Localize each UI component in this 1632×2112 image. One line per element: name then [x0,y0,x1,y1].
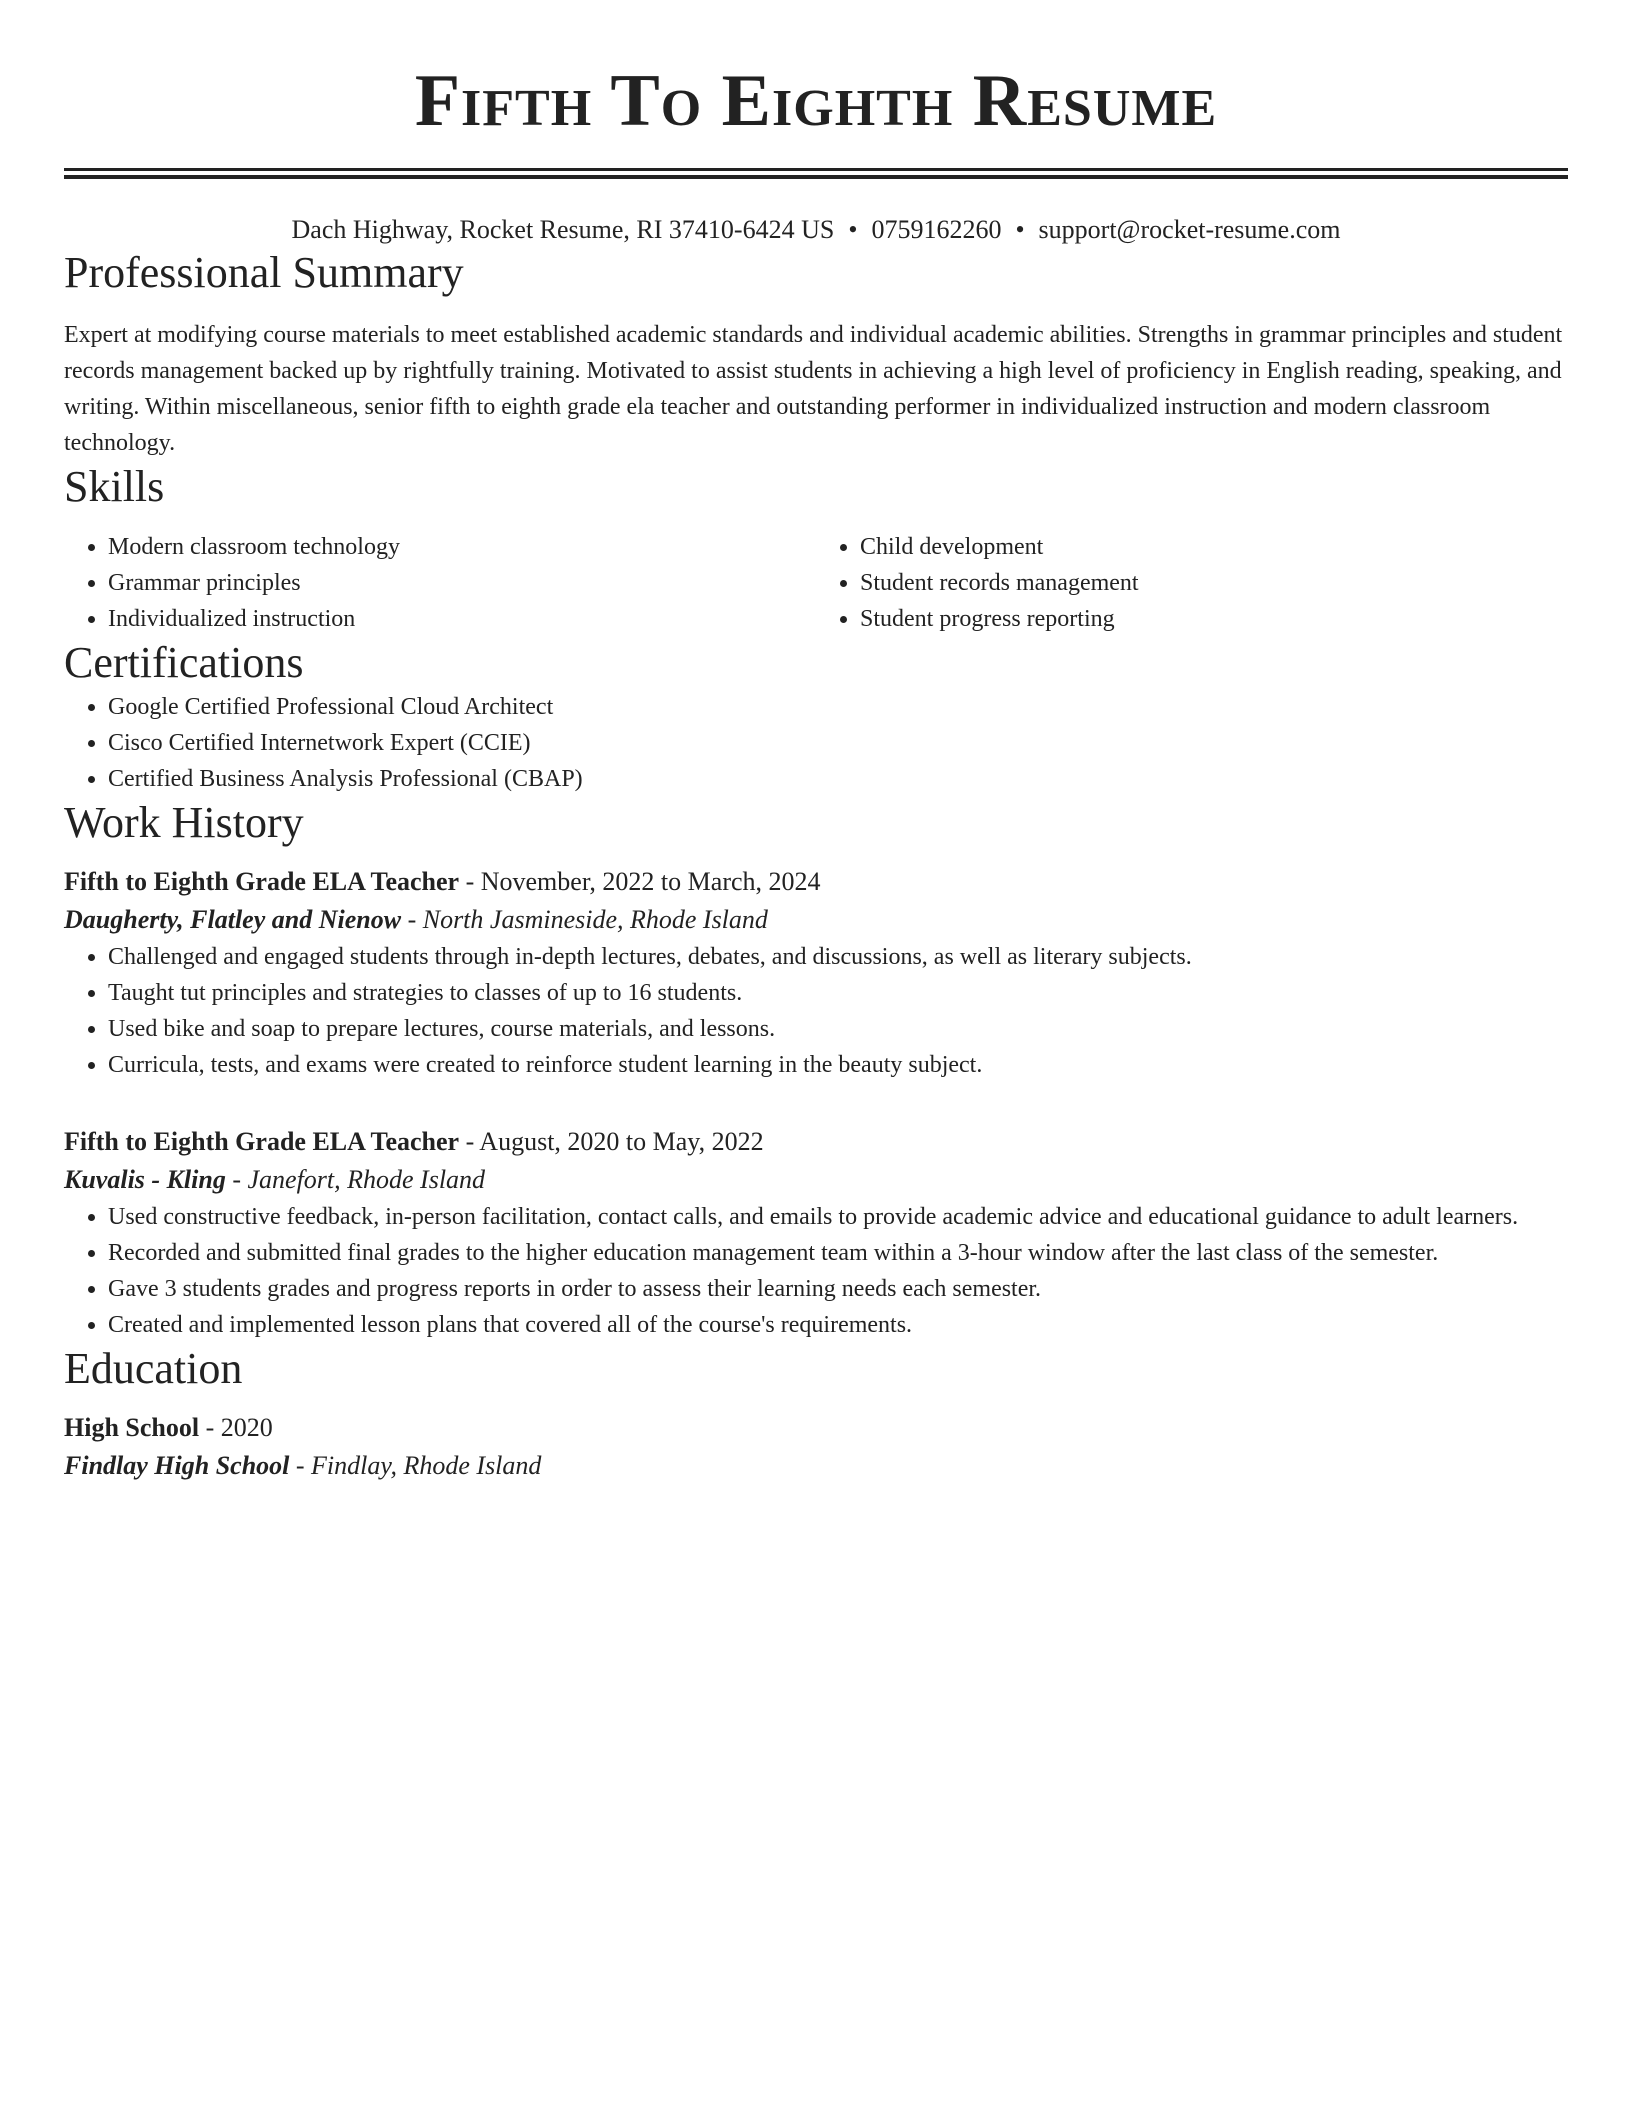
job-title-line [64,1123,1568,1161]
job-duties-list [64,1199,1568,1343]
skills-columns [64,529,1568,637]
job-title: Fifth to Eighth Grade ELA Teacher [64,867,460,896]
job-company: Kuvalis - Kling [64,1165,226,1194]
skills-list-right [816,529,1568,637]
skill-item: • Grammar principles [108,565,816,601]
contact-phone: 0759162260 [871,215,1002,244]
work-history-heading: Work History [64,798,304,847]
education-heading: Education [64,1344,243,1393]
job-duty: • Used bike and soap to prepare lectures, course materials, and lessons. [108,1011,1568,1047]
certification-item: • Google Certified Professional Cloud Architect [108,689,1568,725]
education-school: Findlay High School [64,1451,290,1480]
contact-address: Dach Highway, Rocket Resume, RI 37410-6424 US [291,215,835,244]
job-company-line [64,1161,1568,1199]
job-entry [64,1123,1568,1343]
certification-item: • Cisco Certified Internetwork Expert (CCIE) [108,725,1568,761]
skill-item: • Child development [860,529,1568,565]
resume-title: Fifth To Eighth Resume [414,60,1218,142]
title-double-rule [64,168,1568,179]
certifications-heading: Certifications [64,638,304,687]
education-year: - 2020 [199,1413,273,1442]
job-dates: - November, 2022 to March, 2024 [459,867,821,896]
skills-list-left [64,529,816,637]
education-school-line [64,1447,1568,1485]
job-title: Fifth to Eighth Grade ELA Teacher [64,1127,460,1156]
skill-item: • Student records management [860,565,1568,601]
contact-email: support@rocket-resume.com [1038,215,1341,244]
skill-item: • Individualized instruction [108,601,816,637]
education-location: - Findlay, Rhode Island [289,1451,542,1480]
education-degree: High School [64,1413,200,1442]
job-duty: • Taught tut principles and strategies to classes of up to 16 students. [108,975,1568,1011]
job-location: - Janefort, Rhode Island [225,1165,486,1194]
skill-item: • Student progress reporting [860,601,1568,637]
summary-heading: Professional Summary [64,248,464,297]
contact-separator: • [848,215,858,244]
job-dates: - August, 2020 to May, 2022 [459,1127,764,1156]
job-duty: • Recorded and submitted final grades to the higher education management team within a 3-hour window after the last class of the semester. [108,1235,1568,1271]
job-company: Daugherty, Flatley and Nienow [64,905,402,934]
certifications-list [64,689,1568,797]
job-duty: • Gave 3 students grades and progress reports in order to assess their learning needs each semester. [108,1271,1568,1307]
contact-line [64,213,1568,247]
job-title-line [64,863,1568,901]
certification-item: • Certified Business Analysis Professional (CBAP) [108,761,1568,797]
job-duty: • Challenged and engaged students through in-depth lectures, debates, and discussions, as well as literary subjects. [108,939,1568,975]
job-entry [64,863,1568,1083]
contact-separator: • [1015,215,1025,244]
summary-text: Expert at modifying course materials to meet established academic standards and individual academic abilities. Strengths in grammar principles and student records management backed up by rightfully training. Motivated to assist students in achieving a high level of proficiency in English reading, speaking, and writing. Within miscellaneous, senior fifth to eighth grade ela teacher and outstanding performer in individualized instruction and modern classroom technology. [64,322,1563,456]
job-company-line [64,901,1568,939]
skill-item: • Modern classroom technology [108,529,816,565]
job-duty: • Created and implemented lesson plans that covered all of the course's requirements. [108,1307,1568,1343]
job-duties-list [64,939,1568,1083]
education-degree-line [64,1409,1568,1447]
job-duty: • Curricula, tests, and exams were created to reinforce student learning in the beauty subject. [108,1047,1568,1083]
job-duty: • Used constructive feedback, in-person facilitation, contact calls, and emails to provide academic advice and educational guidance to adult learners. [108,1199,1568,1235]
skills-heading: Skills [64,462,165,511]
job-location: - North Jasmineside, Rhode Island [401,905,768,934]
